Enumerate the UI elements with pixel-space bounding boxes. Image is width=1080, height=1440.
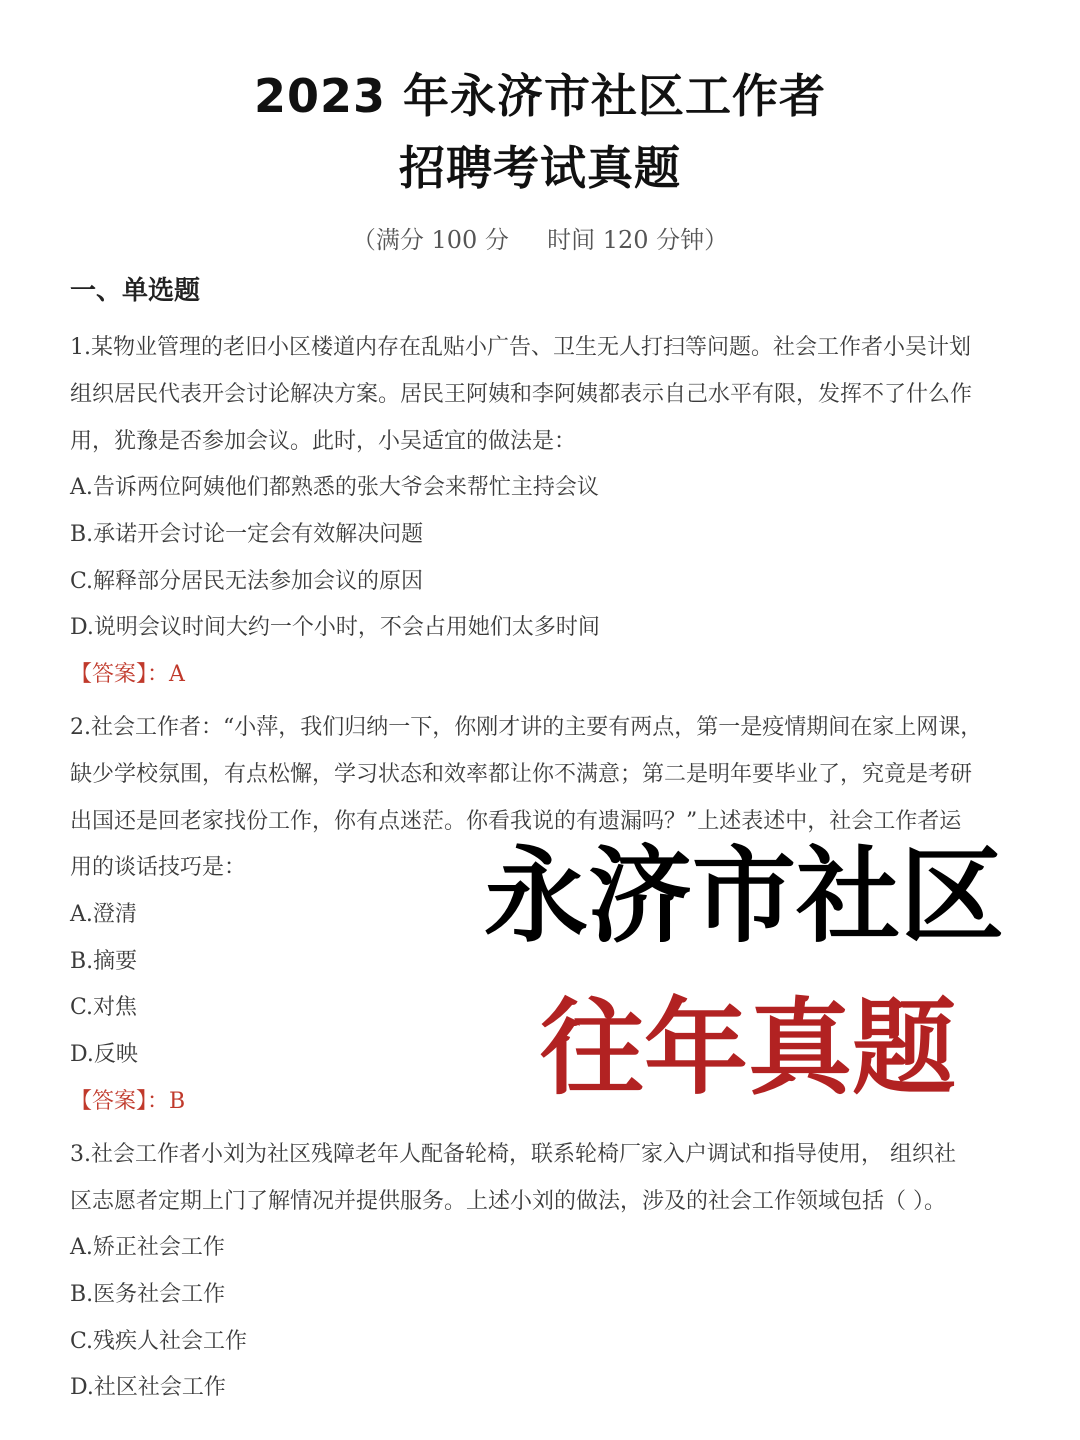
question-2-stem-line-4: 用的谈话技巧是： (70, 855, 247, 880)
question-2-stem-line-3: 出国还是回老家找份工作，你有点迷茫。你看我说的有遗漏吗？”上述表述中，社会工作者运 (70, 809, 962, 834)
question-1-option-b: B.承诺开会讨论一定会有效解决问题 (70, 522, 424, 547)
question-1-option-a: A.告诉两位阿姨他们都熟悉的张大爷会来帮忙主持会议 (70, 475, 599, 500)
question-3-option-a: A.矫正社会工作 (70, 1235, 225, 1260)
question-3-option-b: B.医务社会工作 (70, 1282, 226, 1307)
question-2-answer: 【答案】：B (70, 1089, 186, 1114)
overlay-headline-city: 永济市社区 (478, 836, 1010, 956)
question-2-stem-line-2: 缺少学校氛围，有点松懈，学习状态和效率都让你不满意；第二是明年要毕业了，究竟是考研 (70, 762, 973, 787)
overlay-headline-past-exams: 往年真题 (534, 988, 962, 1108)
question-2-stem-line-1: 2.社会工作者：“小萍，我们归纳一下，你刚才讲的主要有两点，第一是疫情期间在家上网课， (70, 715, 983, 740)
question-2-option-c: C.对焦 (70, 995, 138, 1020)
section-heading: 一、单选题 (70, 276, 201, 306)
question-3-option-d: D.社区社会工作 (70, 1375, 226, 1400)
question-1-stem-line-3: 用，犹豫是否参加会议。此时，小吴适宜的做法是： (70, 429, 577, 454)
document-title-line1: 2023 年永济市社区工作者 (253, 69, 827, 123)
question-1-stem-line-1: 1.某物业管理的老旧小区楼道内存在乱贴小广告、卫生无人打扫等问题。社会工作者小吴计划 (70, 335, 971, 360)
question-1-stem-line-2: 组织居民代表开会讨论解决方案。居民王阿姨和李阿姨都表示自己水平有限，发挥不了什么作 (70, 382, 973, 407)
question-3-option-c: C.残疾人社会工作 (70, 1329, 248, 1354)
exam-info-subtitle: （满分 100 分 时间 120 分钟） (351, 226, 729, 254)
question-1-answer: 【答案】：A (70, 662, 185, 687)
question-2-option-a: A.澄清 (70, 902, 137, 927)
question-1-option-c: C.解释部分居民无法参加会议的原因 (70, 569, 424, 594)
question-3-stem-line-2: 区志愿者定期上门了解情况并提供服务。上述小刘的做法，涉及的社会工作领域包括（ ）。 (70, 1189, 946, 1214)
question-3-stem-line-1: 3.社会工作者小刘为社区残障老年人配备轮椅，联系轮椅厂家入户调试和指导使用， 组织社 (70, 1142, 956, 1167)
question-2-option-b: B.摘要 (70, 949, 138, 974)
question-1-option-d: D.说明会议时间大约一个小时，不会占用她们太多时间 (70, 615, 600, 640)
question-2-option-d: D.反映 (70, 1042, 138, 1067)
document-title-line2: 招聘考试真题 (399, 141, 681, 195)
